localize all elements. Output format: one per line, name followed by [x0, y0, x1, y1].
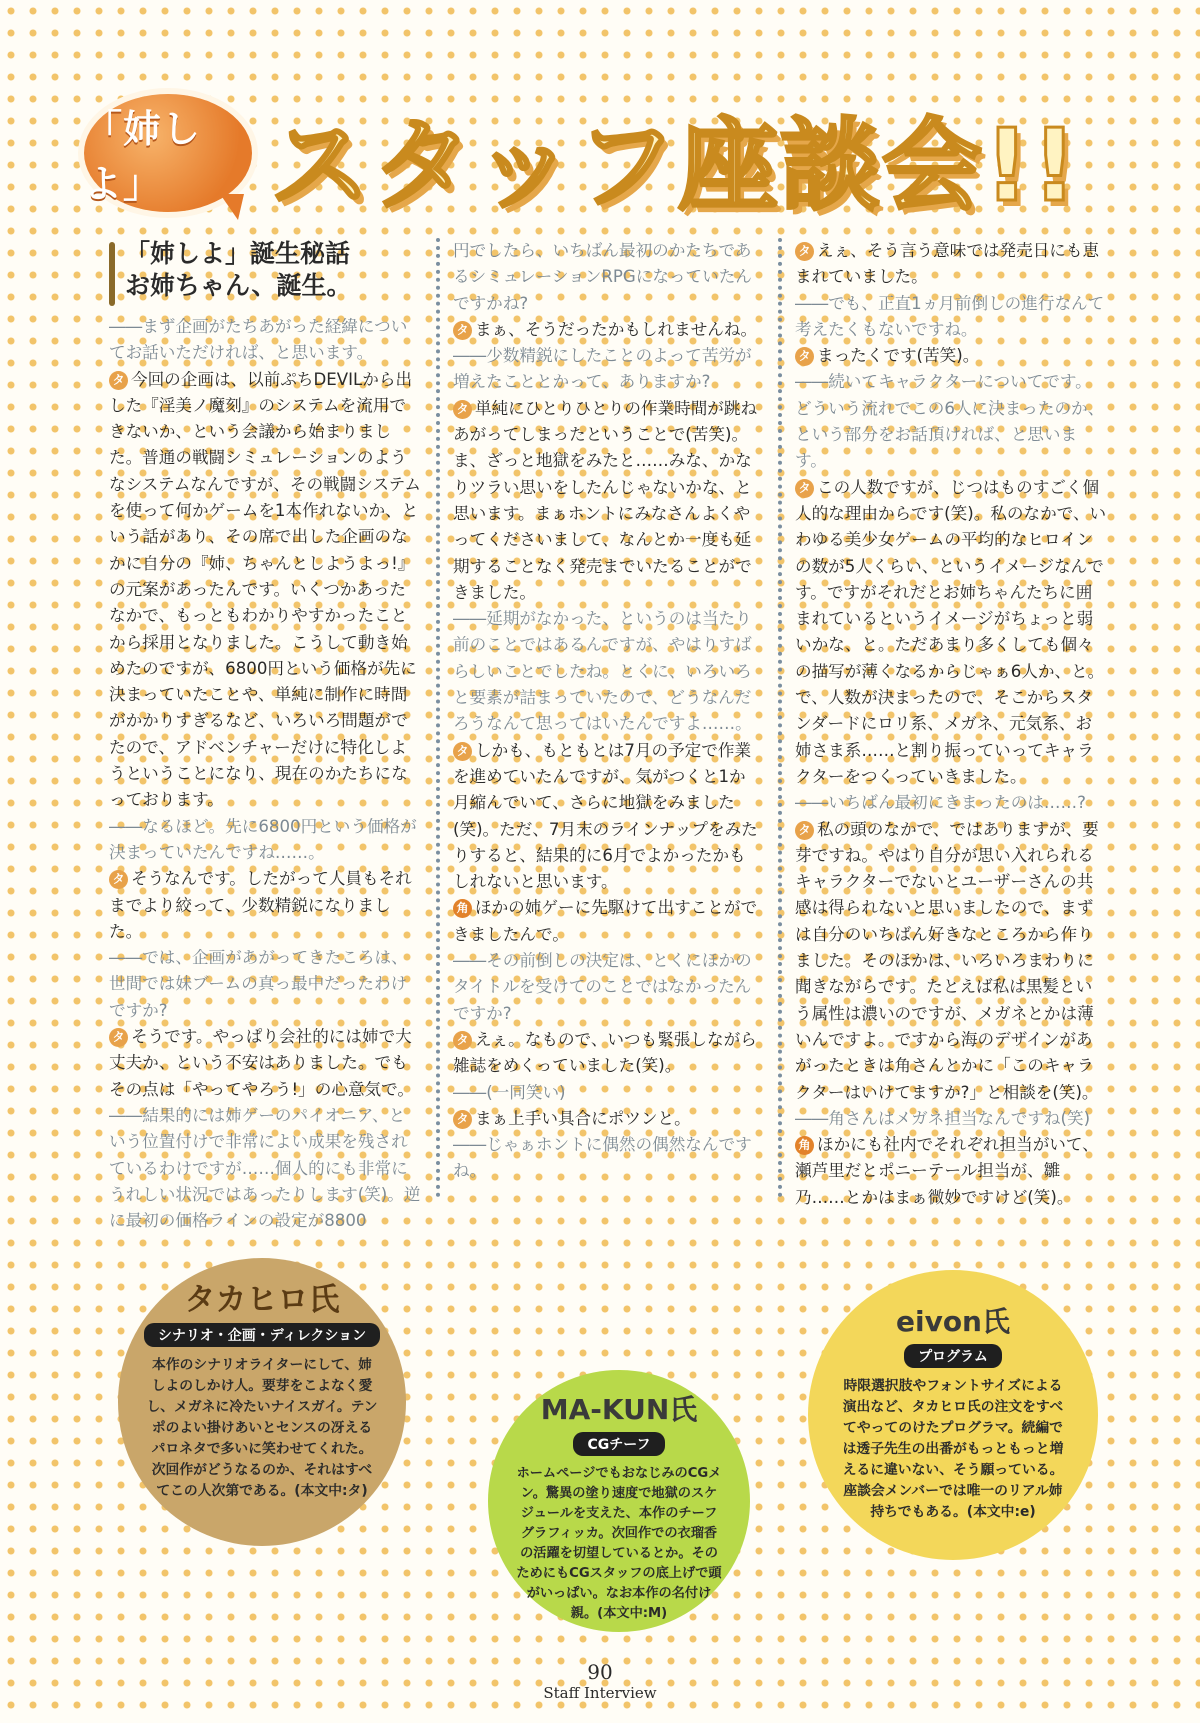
- profile-name: タカヒロ氏: [184, 1282, 340, 1318]
- speaker-answer: [109, 367, 421, 814]
- title-badge: 「姉しよ」: [84, 94, 252, 212]
- column-divider: [436, 238, 440, 1198]
- speaker-tag-kaku: 角: [795, 1136, 814, 1155]
- paragraph-text: ――延期がなかった、というのは当たり前のことではあるんですが、やはりすばらしいことでしたね。とくに、いろいろと要素が詰まっていたので、どうなんだろうなんて思ってはいたんですよ……。: [453, 609, 752, 734]
- column-divider: [778, 238, 782, 1198]
- profile-name: MA-KUN氏: [540, 1393, 698, 1426]
- speaker-tag-ta: タ: [109, 1028, 128, 1047]
- interviewer-question: [453, 1132, 761, 1185]
- column-2-body: [453, 238, 761, 1185]
- paragraph-text: まぁ上手い具合にポツンと。: [475, 1108, 691, 1128]
- speaker-answer: [795, 1132, 1107, 1211]
- interviewer-question: [795, 369, 1107, 474]
- column-3-body: [795, 238, 1107, 1211]
- profile-role: CGチーフ: [573, 1432, 664, 1456]
- paragraph-text: ――なるほど。先に6800円という価格が決まっていたんですね……。: [109, 816, 417, 862]
- paragraph-text: 今回の企画は、以前ぷちDEVILから出した『淫美ノ魔刻』のシステムを流用できないか、という会議から始まりました。普通の戦闘シミュレーションのようなシステムなんですが、その戦闘システムを使って何かゲームを1本作れないか、という話があり、その席で出した企画のなかに自分の『姉、ちゃんとしようよっ!』の元案があったんです。いくつかあったなかで、もっともわかりやすかったことから採用となりました。こうして動き始めたのですが、6800円という価格が先に決まっていたことや、単純に制作に時間がかかりすぎるなど、いろいろ問題がでたので、アドベンチャーだけに特化しようということになり、現在のかたちになっております。: [109, 369, 421, 810]
- paragraph-text: 単純にひとりひとりの作業時間が跳ねあがってしまったということで(苦笑)。ま、ざっと地獄をみたと……みな、かなりツラい思いをしたんじゃないかな、と思います。まぁホントにみなさんよくやってくださいまして、なんとか一度も延期することなく発売までいたることができました。: [453, 398, 758, 602]
- speaker-answer: [795, 238, 1107, 291]
- speaker-tag-ta: タ: [453, 1031, 472, 1050]
- paragraph-text: ――その前倒しの決定は、とくにほかのタイトルを受けてのことではなかったんですか?: [453, 951, 752, 1023]
- section-heading-line1: 「姉しよ」誕生秘話: [125, 239, 351, 268]
- speaker-tag-ta: タ: [795, 347, 814, 366]
- paragraph-text: まったくです(苦笑)。: [817, 346, 980, 366]
- paragraph-text: まぁ、そうだったかもしれませんね。: [475, 319, 758, 339]
- column-1-body: [109, 314, 421, 1234]
- interviewer-question: [109, 945, 421, 1024]
- page-number: 90: [587, 1660, 613, 1684]
- title-main: スタッフ座談会!!: [270, 107, 1080, 224]
- interviewer-question: [453, 948, 761, 1027]
- profile-takahiro: [118, 1258, 406, 1546]
- paragraph-text: 私の頭のなかで、ではありますが、要芽ですね。やはり自分が思い入れられるキャラクターでないとユーザーさんの共感は得られないと思いましたので、まずは自分のいちばん好きなところから作りました。そのほかは、いろいろまわりに聞きながらです。たとえば私は黒髪という属性は濃いのですが、メガネとかは薄いんですよ。ですから海のデザインがあがったときは角さんとかに「このキャラクターはいけてますか?」と相談を(笑)。: [795, 819, 1099, 1102]
- speaker-tag-ta: タ: [453, 321, 472, 340]
- paragraph-text: ほかにも社内でそれぞれ担当がいて、瀬芦里だとポニーテール担当が、雛乃……とかはまぁ微妙ですけど(笑)。: [795, 1135, 1099, 1207]
- speaker-answer: [109, 866, 421, 945]
- speaker-answer: [795, 817, 1107, 1106]
- speaker-tag-ta: タ: [453, 1110, 472, 1129]
- profile-name: eivon氏: [895, 1305, 1010, 1338]
- paragraph-text: ――少数精鋭にしたことのよって苦労が増えたこととかって、ありますか?: [453, 346, 752, 392]
- speaker-answer: [453, 1106, 761, 1132]
- paragraph-text: ――角さんはメガネ担当なんですね(笑): [795, 1108, 1091, 1128]
- interviewer-question: [453, 343, 761, 396]
- interviewer-question: [453, 238, 761, 317]
- column-3: [795, 238, 1107, 1211]
- column-2: [453, 238, 761, 1185]
- interviewer-question: [109, 1103, 421, 1234]
- profile-role: プログラム: [904, 1344, 1002, 1368]
- speaker-tag-ta: タ: [795, 821, 814, 840]
- profile-description: ホームページでもおなじみのCGメン。驚異の塗り速度で地獄のスケジュールを支えた、本作のチーフグラフィッカ。次回作での衣瑠香の活躍を切望しているとか。そのためにもCGスタッフの底上げで頭がいっぱい。なお本作の名付け親。(本文中:M): [516, 1466, 722, 1621]
- footer-section-label: Staff Interview: [543, 1684, 657, 1702]
- interviewer-question: [795, 291, 1107, 344]
- paragraph-text: ――まず企画がたちあがった経緯についてお話いただければ、と思います。: [109, 317, 408, 363]
- paragraph-text: ――(一同笑い): [453, 1082, 566, 1102]
- paragraph-text: ――結果的には姉ゲーのパイオニア、という位置付けで非常によい成果を残されているわけですが……個人的にも非常にうれしい状況ではあったりします(笑)。逆に最初の価格ラインの設定が8800: [109, 1105, 421, 1231]
- interviewer-question: [453, 606, 761, 737]
- page-title: [70, 82, 1130, 232]
- interviewer-question: [453, 1080, 761, 1106]
- paragraph-text: ほかの姉ゲーに先駆けて出すことができましたんで。: [453, 898, 758, 944]
- section-heading-line2: お姉ちゃん、誕生。: [125, 271, 352, 300]
- speaker-answer: [453, 317, 761, 343]
- interviewer-question: [109, 314, 421, 367]
- paragraph-text: 円でしたら、いちばん最初のかたちであるシミュレーションRPGになっていたんですかね?: [453, 241, 752, 313]
- section-heading: [109, 238, 421, 302]
- profile-makun: [488, 1370, 750, 1632]
- interviewer-question: [109, 814, 421, 867]
- paragraph-text: ――でも、正直1ヵ月前倒しの進行なんて考えたくもないですね。: [795, 293, 1105, 339]
- column-1: [109, 238, 421, 1234]
- speaker-answer: [109, 1024, 421, 1103]
- speaker-tag-ta: タ: [453, 400, 472, 419]
- speaker-tag-kaku: 角: [453, 899, 472, 918]
- speaker-tag-ta: タ: [109, 870, 128, 889]
- profile-description: 時限選択肢やフォントサイズによる演出など、タカヒロ氏の注文をすべてやってのけたプログラマ。続編では透子先生の出番がもっともっと増えるに違いない、そう願っている。座談会メンバーでは唯一のリアル姉持ちでもある。(本文中:e): [842, 1378, 1064, 1520]
- paragraph-text: ――続いてキャラクターについてです。どういう流れでこの6人に決まったのか、という部分をお話頂ければ、と思います。: [795, 372, 1105, 471]
- interviewer-question: [795, 790, 1107, 816]
- speaker-tag-ta: タ: [109, 371, 128, 390]
- paragraph-text: そうです。やっぱり会社的には姉で大丈夫か、という不安はありました。でもその点は「やってやろう!」の心意気で。: [109, 1027, 415, 1099]
- title-badge-tail: [220, 194, 244, 220]
- paragraph-text: この人数ですが、じつはものすごく個人的な理由からです(笑)。私のなかで、いわゆる美少女ゲームの平均的なヒロインの数が5人くらい、というイメージなんです。ですがそれだとお姉ちゃんたちに囲まれているというイメージがちょっと弱いかな、と。ただあまり多くしても個々の描写が薄くなるからじゃぁ6人か、と。で、人数が決まったので、そこからスタンダードにロリ系、メガネ、元気系、お姉さま系……と割り振っていってキャラクターをつくっていきました。: [795, 477, 1107, 786]
- speaker-answer: [453, 1027, 761, 1080]
- speaker-answer: [795, 475, 1107, 791]
- speaker-tag-ta: タ: [453, 742, 472, 761]
- speaker-tag-ta: タ: [795, 242, 814, 261]
- paragraph-text: えぇ。なもので、いつも緊張しながら雑誌をめくっていました(笑)。: [453, 1029, 757, 1076]
- speaker-answer: [453, 738, 761, 896]
- profile-description: 本作のシナリオライターにして、姉しよのしかけ人。要芽をこよなく愛し、メガネに冷たいナイスガイ。テンポのよい掛けあいとセンスの冴えるパロネタで多いに笑わせてくれた。次回作がどうなるのか、それはすべてこの人次第である。(本文中:タ): [146, 1357, 378, 1499]
- paragraph-text: そうなんです。したがって人員もそれまでより絞って、少数精鋭になりました。: [109, 869, 412, 941]
- paragraph-text: ――では、企画があがってきたころは、世間では妹ブームの真っ最中だったわけですか?: [109, 948, 408, 1020]
- paragraph-text: ――じゃぁホントに偶然の偶然なんですね。: [453, 1135, 752, 1181]
- speaker-tag-ta: タ: [795, 479, 814, 498]
- paragraph-text: ――いちばん最初にきまったのは……?: [795, 793, 1086, 813]
- profile-role: シナリオ・企画・ディレクション: [144, 1323, 380, 1347]
- speaker-answer: [453, 895, 761, 948]
- paragraph-text: しかも、もともとは7月の予定で作業を進めていたんですが、気がつくと1か月縮んでいて、さらに地獄をみました(笑)。ただ、7月末のラインナップをみたりすると、結果的に6月でよかったかもしれないと思います。: [453, 740, 758, 892]
- speaker-answer: [453, 396, 761, 606]
- profile-eivon: [808, 1270, 1098, 1560]
- paragraph-text: えぇ、そう言う意味では発売日にも恵まれていました。: [795, 241, 1100, 287]
- interviewer-question: [795, 1106, 1107, 1132]
- speaker-answer: [795, 343, 1107, 369]
